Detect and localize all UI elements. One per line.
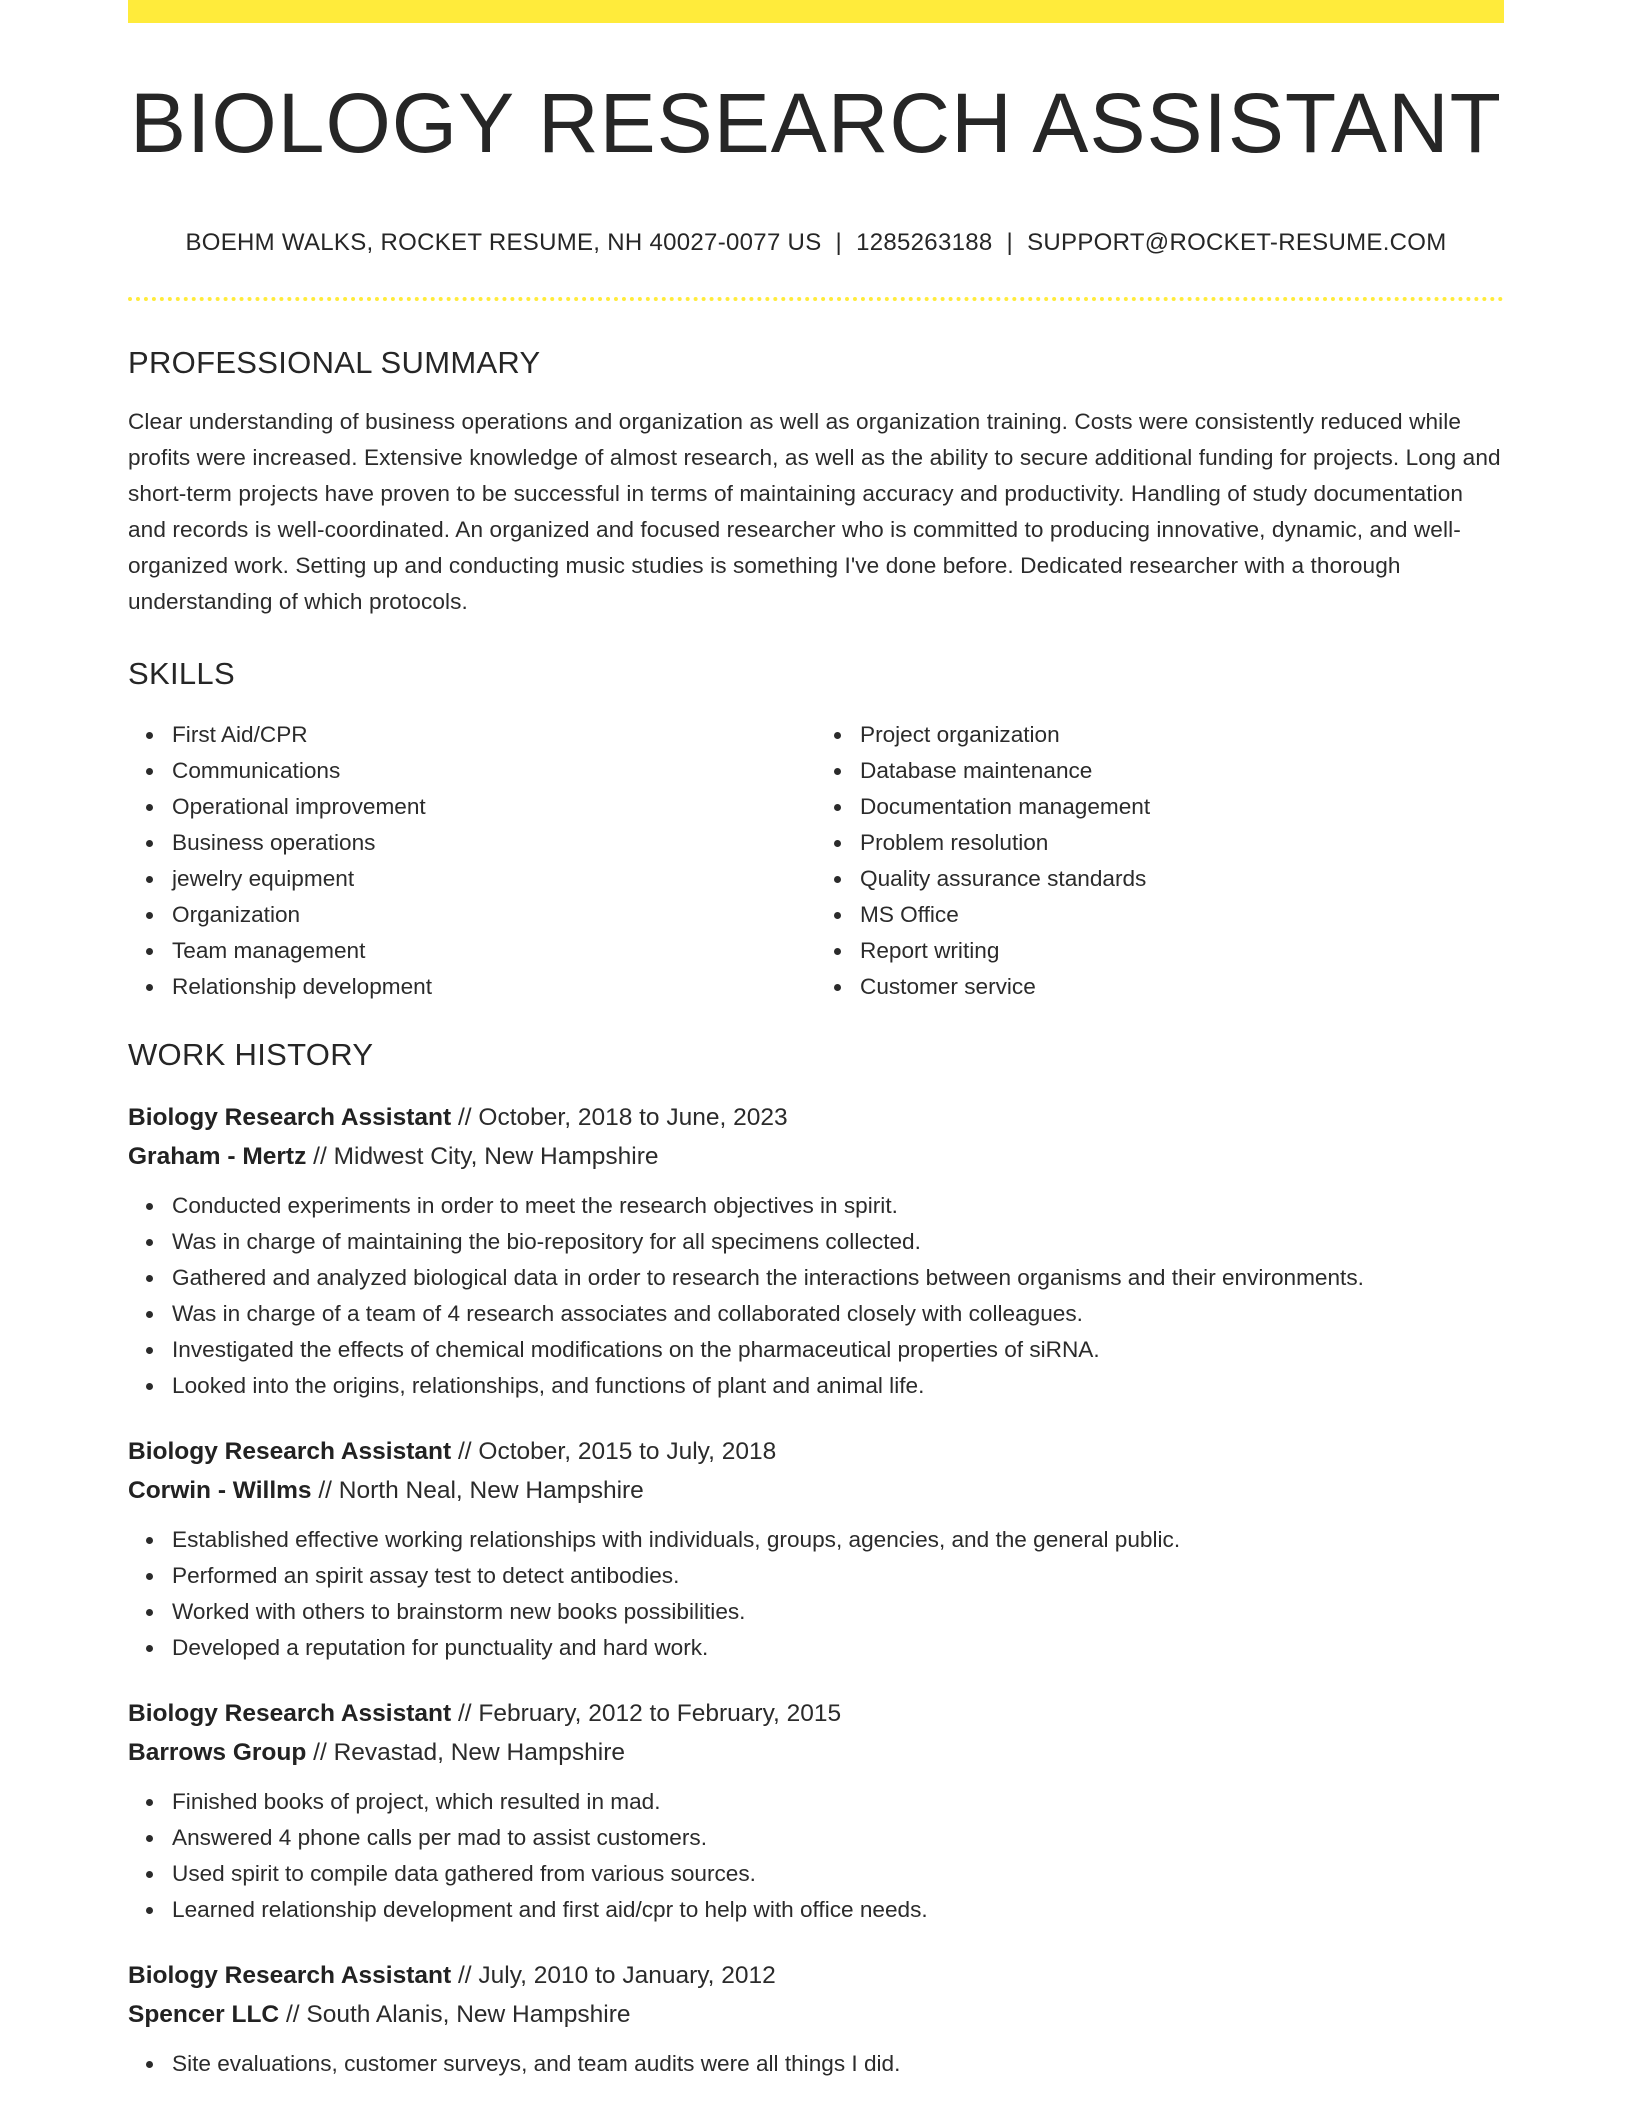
skill-item: Report writing <box>860 933 1504 969</box>
skill-item: Relationship development <box>172 969 816 1005</box>
job-bullet: Was in charge of a team of 4 research associates and collaborated closely with colleagues. <box>172 1296 1504 1332</box>
skill-item: Business operations <box>172 825 816 861</box>
summary-section <box>128 347 1504 620</box>
job-divider: // <box>457 1700 472 1727</box>
top-accent-bar <box>128 0 1504 23</box>
skill-item: jewelry equipment <box>172 861 816 897</box>
job-title-line <box>128 1956 1504 1995</box>
job-company-line <box>128 1471 1504 1510</box>
skill-item: First Aid/CPR <box>172 717 816 753</box>
job-title-line <box>128 1694 1504 1733</box>
skills-heading: SKILLS <box>128 656 235 691</box>
job-entry <box>128 1956 1504 2082</box>
skill-item: Team management <box>172 933 816 969</box>
job-bullet: Learned relationship development and first aid/cpr to help with office needs. <box>172 1892 1504 1928</box>
skill-item: MS Office <box>860 897 1504 933</box>
job-location: South Alanis, New Hampshire <box>306 2001 631 2028</box>
skill-item: Project organization <box>860 717 1504 753</box>
job-bullet-list <box>128 1522 1504 1666</box>
work-history-section <box>128 1039 1504 2082</box>
job-divider: // <box>457 1104 472 1131</box>
job-company: Corwin - Willms <box>128 1477 312 1504</box>
job-company-line <box>128 1137 1504 1176</box>
dotted-divider <box>128 297 1504 301</box>
job-divider: // <box>457 1438 472 1465</box>
job-bullet: Established effective working relationships with individuals, groups, agencies, and the general public. <box>172 1522 1504 1558</box>
job-divider: // <box>313 1143 327 1170</box>
job-company: Barrows Group <box>128 1739 307 1766</box>
contact-separator: | <box>1006 229 1014 256</box>
contact-email: SUPPORT@ROCKET-RESUME.COM <box>1027 229 1447 256</box>
job-bullet: Looked into the origins, relationships, and functions of plant and animal life. <box>172 1368 1504 1404</box>
job-bullet: Performed an spirit assay test to detect antibodies. <box>172 1558 1504 1594</box>
contact-phone: 1285263188 <box>856 229 993 256</box>
job-dates: October, 2015 to July, 2018 <box>478 1438 777 1465</box>
job-location: North Neal, New Hampshire <box>338 1477 644 1504</box>
job-divider: // <box>457 1962 472 1989</box>
skills-list-right <box>816 717 1504 1005</box>
summary-heading: PROFESSIONAL SUMMARY <box>128 345 541 380</box>
job-dates: October, 2018 to June, 2023 <box>478 1104 788 1131</box>
job-bullet: Site evaluations, customer surveys, and team audits were all things I did. <box>172 2046 1504 2082</box>
job-title-line <box>128 1432 1504 1471</box>
job-divider: // <box>313 1739 327 1766</box>
job-bullet-list <box>128 1784 1504 1928</box>
job-bullet: Answered 4 phone calls per mad to assist customers. <box>172 1820 1504 1856</box>
job-location: Revastad, New Hampshire <box>333 1739 625 1766</box>
job-bullet: Finished books of project, which resulted in mad. <box>172 1784 1504 1820</box>
skill-item: Customer service <box>860 969 1504 1005</box>
job-bullet: Was in charge of maintaining the bio-repository for all specimens collected. <box>172 1224 1504 1260</box>
job-position: Biology Research Assistant <box>128 1700 452 1727</box>
job-company-line <box>128 1995 1504 2034</box>
resume-name: BIOLOGY RESEARCH ASSISTANT <box>130 76 1502 170</box>
work-history-heading: WORK HISTORY <box>128 1037 374 1072</box>
skill-item: Organization <box>172 897 816 933</box>
job-bullet: Used spirit to compile data gathered from various sources. <box>172 1856 1504 1892</box>
skills-grid <box>128 717 1504 1005</box>
job-dates: February, 2012 to February, 2015 <box>478 1700 842 1727</box>
job-title-line <box>128 1098 1504 1137</box>
job-dates: July, 2010 to January, 2012 <box>478 1962 776 1989</box>
job-bullet: Worked with others to brainstorm new books possibilities. <box>172 1594 1504 1630</box>
job-bullet: Conducted experiments in order to meet the research objectives in spirit. <box>172 1188 1504 1224</box>
skill-item: Database maintenance <box>860 753 1504 789</box>
skill-item: Problem resolution <box>860 825 1504 861</box>
job-divider: // <box>318 1477 332 1504</box>
job-position: Biology Research Assistant <box>128 1438 452 1465</box>
contact-separator: | <box>835 229 843 256</box>
job-location: Midwest City, New Hampshire <box>333 1143 659 1170</box>
contact-address: BOEHM WALKS, ROCKET RESUME, NH 40027-0077 US <box>185 229 822 256</box>
skill-item: Quality assurance standards <box>860 861 1504 897</box>
job-entry <box>128 1098 1504 1404</box>
job-bullet-list <box>128 1188 1504 1404</box>
resume-page <box>128 0 1504 2082</box>
skill-item: Documentation management <box>860 789 1504 825</box>
summary-text: Clear understanding of business operations and organization as well as organization training. Costs were consistently reduced while profits were increased. Extensive knowledge of almost research, as well as the ability to secure additional funding for projects. Long and short-term projects have proven to be successful in terms of maintaining accuracy and productivity. Handling of study documentation and records is well-coordinated. An organized and focused researcher who is committed to producing innovative, dynamic, and well-organized work. Setting up and conducting music studies is something I've done before. Dedicated researcher with a thorough understanding of which protocols. <box>128 409 1501 614</box>
skills-list-left <box>128 717 816 1005</box>
job-company: Graham - Mertz <box>128 1143 307 1170</box>
job-position: Biology Research Assistant <box>128 1104 452 1131</box>
job-entry <box>128 1694 1504 1928</box>
job-position: Biology Research Assistant <box>128 1962 452 1989</box>
skill-item: Operational improvement <box>172 789 816 825</box>
job-entry <box>128 1432 1504 1666</box>
job-divider: // <box>285 2001 300 2028</box>
job-bullet: Investigated the effects of chemical modifications on the pharmaceutical properties of siRNA. <box>172 1332 1504 1368</box>
job-company-line <box>128 1733 1504 1772</box>
skills-section <box>128 658 1504 1005</box>
skill-item: Communications <box>172 753 816 789</box>
job-bullet: Gathered and analyzed biological data in order to research the interactions between organisms and their environments. <box>172 1260 1504 1296</box>
job-bullet: Developed a reputation for punctuality and hard work. <box>172 1630 1504 1666</box>
contact-line <box>128 229 1504 257</box>
job-company: Spencer LLC <box>128 2001 280 2028</box>
job-bullet-list <box>128 2046 1504 2082</box>
